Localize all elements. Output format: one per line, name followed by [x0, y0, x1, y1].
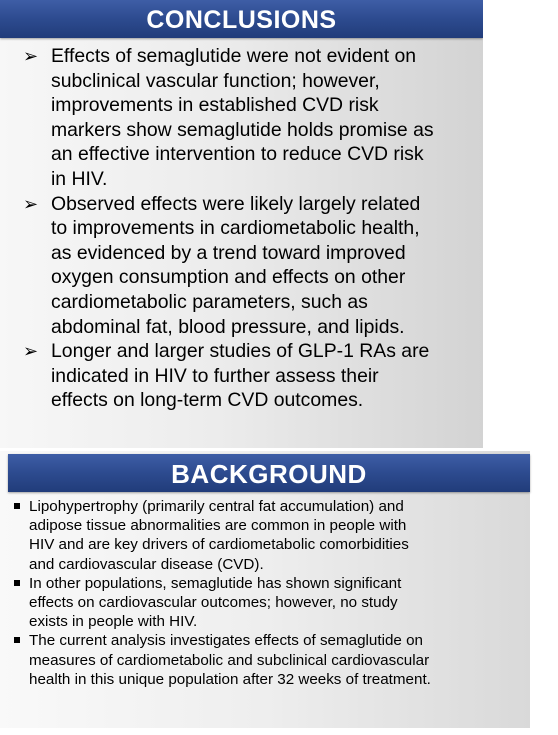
conclusions-line: an effective intervention to reduce CVD risk: [51, 143, 424, 166]
conclusions-line: Longer and larger studies of GLP-1 RAs are: [51, 340, 430, 363]
conclusions-line: as evidenced by a trend toward improved: [51, 241, 406, 264]
page-margin: [483, 0, 558, 448]
background-line: measures of cardiometabolic and subclinical cardiovascular: [29, 651, 430, 669]
background-line: adipose tissue abnormalities are common in people with: [29, 517, 407, 535]
conclusions-line: indicated in HIV to further assess their: [51, 364, 379, 387]
conclusions-heading: CONCLUSIONS: [0, 0, 483, 38]
background-list: [0, 497, 530, 689]
square-bullet-icon: [14, 637, 20, 643]
conclusions-line: cardiometabolic parameters, such as: [51, 290, 368, 313]
background-line: exists in people with HIV.: [29, 613, 198, 631]
conclusions-list: [0, 44, 520, 413]
conclusions-line: subclinical vascular function; however,: [51, 69, 380, 92]
background-line: Lipohypertrophy (primarily central fat accumulation) and: [29, 498, 404, 515]
conclusions-item: [0, 44, 520, 192]
arrow-bullet-icon: ➢: [23, 46, 39, 66]
background-item: [0, 574, 530, 632]
background-line: HIV and are key drivers of cardiometabolic comorbidities: [29, 536, 409, 554]
conclusions-line: improvements in established CVD risk: [51, 94, 379, 117]
conclusions-line: effects on long-term CVD outcomes.: [51, 389, 364, 412]
background-heading: BACKGROUND: [8, 454, 530, 492]
background-line: effects on cardiovascular outcomes; however, no study: [29, 594, 398, 612]
background-section: [0, 451, 530, 728]
conclusions-line: abdominal fat, blood pressure, and lipids.: [51, 315, 405, 338]
conclusions-item: [0, 339, 520, 413]
square-bullet-icon: [14, 580, 20, 586]
background-line: and cardiovascular disease (CVD).: [29, 555, 264, 573]
conclusions-line: Effects of semaglutide were not evident on: [51, 45, 417, 67]
arrow-bullet-icon: ➢: [23, 193, 39, 214]
conclusions-line: to improvements in cardiometabolic health,: [51, 217, 420, 240]
conclusions-line: markers show semaglutide holds promise as: [51, 118, 434, 141]
background-line: In other populations, semaglutide has shown significant: [29, 574, 402, 592]
conclusions-item: [0, 192, 520, 340]
conclusions-line: in HIV.: [51, 167, 108, 190]
arrow-bullet-icon: ➢: [23, 341, 39, 362]
background-line: The current analysis investigates effects of semaglutide on: [29, 632, 423, 650]
background-item: [0, 631, 530, 689]
background-line: health in this unique population after 32 weeks of treatment.: [29, 670, 431, 688]
background-item: [0, 497, 530, 574]
conclusions-line: Observed effects were likely largely related: [51, 192, 421, 215]
square-bullet-icon: [14, 503, 20, 509]
conclusions-line: oxygen consumption and effects on other: [51, 266, 406, 289]
